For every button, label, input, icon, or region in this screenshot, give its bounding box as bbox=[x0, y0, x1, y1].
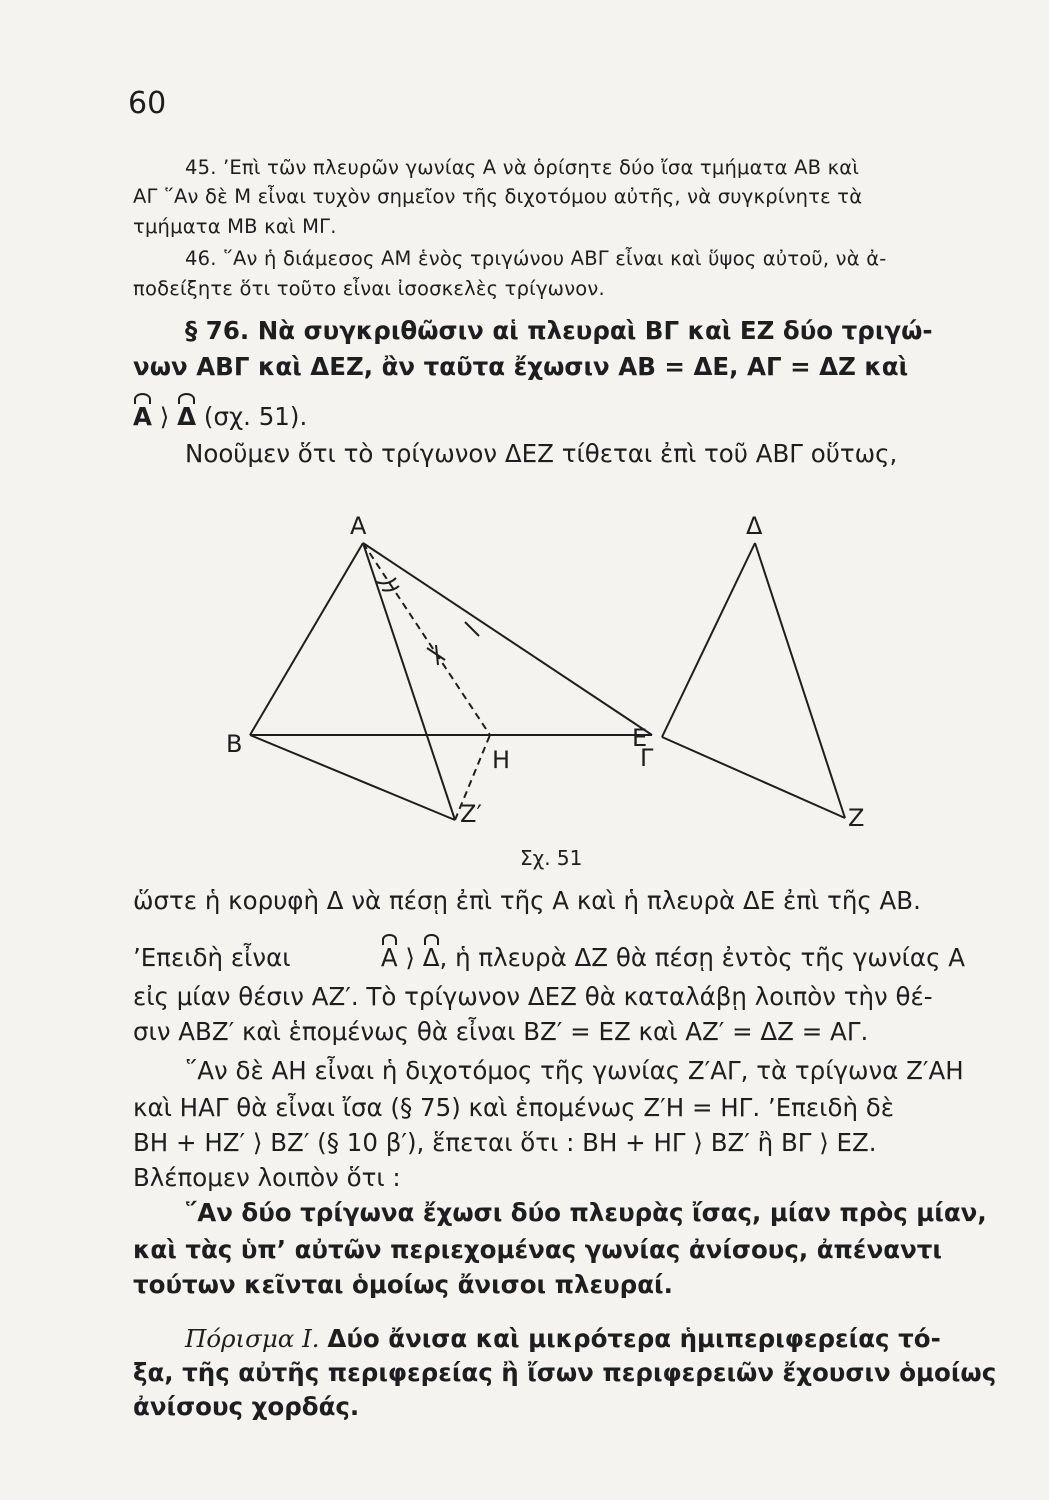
theorem-line-1: ῞Αν δύο τρίγωνα ἔχωσι δύο πλευρὰς ἴσας, μίαν πρὸς μίαν, bbox=[185, 1198, 987, 1227]
tick-az-prime-2 bbox=[436, 645, 438, 665]
body-line-3-angles bbox=[381, 943, 965, 972]
theorem-line-2: καὶ τὰς ὑπ’ αὐτῶν περιεχομένας γωνίας ἀνίσους, ἀπέναντι bbox=[133, 1235, 942, 1264]
body-line-1: Νοοῦμεν ὅτι τὸ τρίγωνον ΔΕΖ τίθεται ἐπὶ τοῦ ΑΒΓ οὕτως, bbox=[185, 439, 898, 468]
porism-label: Πόρισμα Ι. bbox=[185, 1324, 320, 1353]
porism-line-2: ξα, τῆς αὐτῆς περιφερείας ἢ ἴσων περιφερειῶν ἔχουσιν ὁμοίως bbox=[133, 1358, 997, 1387]
body-line-9: Βλέπομεν λοιπὸν ὅτι : bbox=[133, 1163, 401, 1192]
side-ab bbox=[250, 543, 363, 735]
exercise-45-line-2: ΑΓ ῞Αν δὲ Μ εἶναι τυχὸν σημεῖον τῆς διχοτόμου αὐτῆς, νὰ συγκρίνητε τὰ bbox=[133, 185, 863, 208]
figure-reference: (σχ. 51). bbox=[203, 402, 308, 431]
angle-d-symbol: Δ bbox=[177, 402, 197, 431]
label-d: Δ bbox=[746, 512, 763, 540]
side-bz-prime bbox=[250, 735, 455, 820]
label-g: Γ bbox=[640, 744, 654, 772]
exercise-45-line-1: 45. ’Επὶ τῶν πλευρῶν γωνίας Α νὰ ὁρίσητε δύο ἴσα τμήματα ΑΒ καὶ bbox=[185, 156, 860, 179]
body-line-7: καὶ ΗΑΓ θὰ εἶναι ἴσα (§ 75) καὶ ἑπομένως Ζ′Η = ΗΓ. ’Επειδὴ δὲ bbox=[133, 1093, 894, 1122]
label-b: Β bbox=[226, 730, 243, 758]
side-dz bbox=[755, 543, 845, 818]
body-line-3-start: ’Επειδὴ εἶναι bbox=[133, 943, 291, 972]
body-line-6: ῞Αν δὲ ΑΗ εἶναι ἡ διχοτόμος τῆς γωνίας Ζ′ΑΓ, τὰ τρίγωνα Ζ′ΑΗ bbox=[185, 1056, 964, 1085]
figure-caption: Σχ. 51 bbox=[520, 846, 583, 870]
porism-text-1: Δύο ἄνισα καὶ μικρότερα ἡμιπεριφερείας τό- bbox=[327, 1324, 941, 1353]
tick-ag bbox=[465, 622, 479, 636]
body-line-3 bbox=[133, 943, 965, 972]
label-e: Ε bbox=[632, 724, 648, 752]
body-line-4: εἰς μίαν θέσιν ΑΖ′. Τὸ τρίγωνον ΔΕΖ θὰ καταλάβῃ λοιπὸν τὴν θέ- bbox=[133, 982, 933, 1011]
label-a: Α bbox=[350, 512, 367, 540]
angle-a-symbol-2: Α bbox=[380, 943, 398, 972]
label-z: Ζ bbox=[848, 804, 865, 832]
greater-than-symbol: ⟩ bbox=[159, 402, 170, 431]
section-76-heading-line-2: νων ΑΒΓ καὶ ΔΕΖ, ἂν ταῦτα ἔχωσιν ΑΒ = ΔΕ, ΑΓ = ΔΖ καὶ bbox=[133, 352, 909, 381]
body-line-2: ὥστε ἡ κορυφὴ Δ νὰ πέσῃ ἐπὶ τῆς Α καὶ ἡ πλευρὰ ΔΕ ἐπὶ τῆς ΑΒ. bbox=[133, 886, 921, 915]
porism-line-3: ἀνίσους χορδάς. bbox=[133, 1392, 360, 1421]
porism-line-1 bbox=[185, 1324, 965, 1353]
label-z-prime: Ζ′ bbox=[460, 800, 482, 828]
theorem-line-3: τούτων κεῖνται ὁμοίως ἄνισοι πλευραί. bbox=[133, 1270, 673, 1299]
section-76-heading-line-3 bbox=[133, 402, 965, 431]
body-line-8: ΒΗ + ΗΖ′ ⟩ ΒΖ′ (§ 10 β′), ἕπεται ὅτι : ΒΗ + ΗΓ ⟩ ΒΖ′ ἢ ΒΓ ⟩ ΕΖ. bbox=[133, 1128, 877, 1157]
exercise-46-line-2: ποδείξητε ὅτι τοῦτο εἶναι ἰσοσκελὲς τρίγωνον. bbox=[133, 277, 605, 300]
angle-d-symbol-2: Δ bbox=[422, 943, 440, 972]
exercise-46-line-1: 46. ῞Αν ἡ διάμεσος ΑΜ ἑνὸς τριγώνου ΑΒΓ εἶναι καὶ ὕψος αὐτοῦ, νὰ ἀ- bbox=[185, 247, 887, 270]
angle-a-symbol: Α bbox=[133, 402, 152, 431]
side-az-prime bbox=[363, 543, 455, 820]
page-number: 60 bbox=[128, 86, 167, 121]
section-76-heading-line-1: § 76. Νὰ συγκριθῶσιν αἱ πλευραὶ ΒΓ καὶ ΕΖ δύο τριγώ- bbox=[185, 316, 933, 345]
exercise-45-line-3: τμήματα ΜΒ καὶ ΜΓ. bbox=[133, 215, 337, 238]
side-ez bbox=[662, 737, 845, 818]
greater-than-symbol-2: ⟩ bbox=[405, 943, 415, 972]
side-de bbox=[662, 543, 755, 737]
body-line-5: σιν ΑΒΖ′ καὶ ἑπομένως θὰ εἶναι ΒΖ′ = ΕΖ καὶ ΑΖ′ = ΔΖ = ΑΓ. bbox=[133, 1017, 869, 1046]
body-line-3-end: , ἡ πλευρὰ ΔΖ θὰ πέσῃ ἐντὸς τῆς γωνίας Α bbox=[439, 943, 965, 972]
bisector-ah bbox=[363, 543, 490, 735]
figure-51 bbox=[200, 500, 900, 880]
side-ag bbox=[363, 543, 652, 735]
angle-arc-2 bbox=[382, 586, 399, 591]
label-h: Η bbox=[492, 746, 511, 774]
